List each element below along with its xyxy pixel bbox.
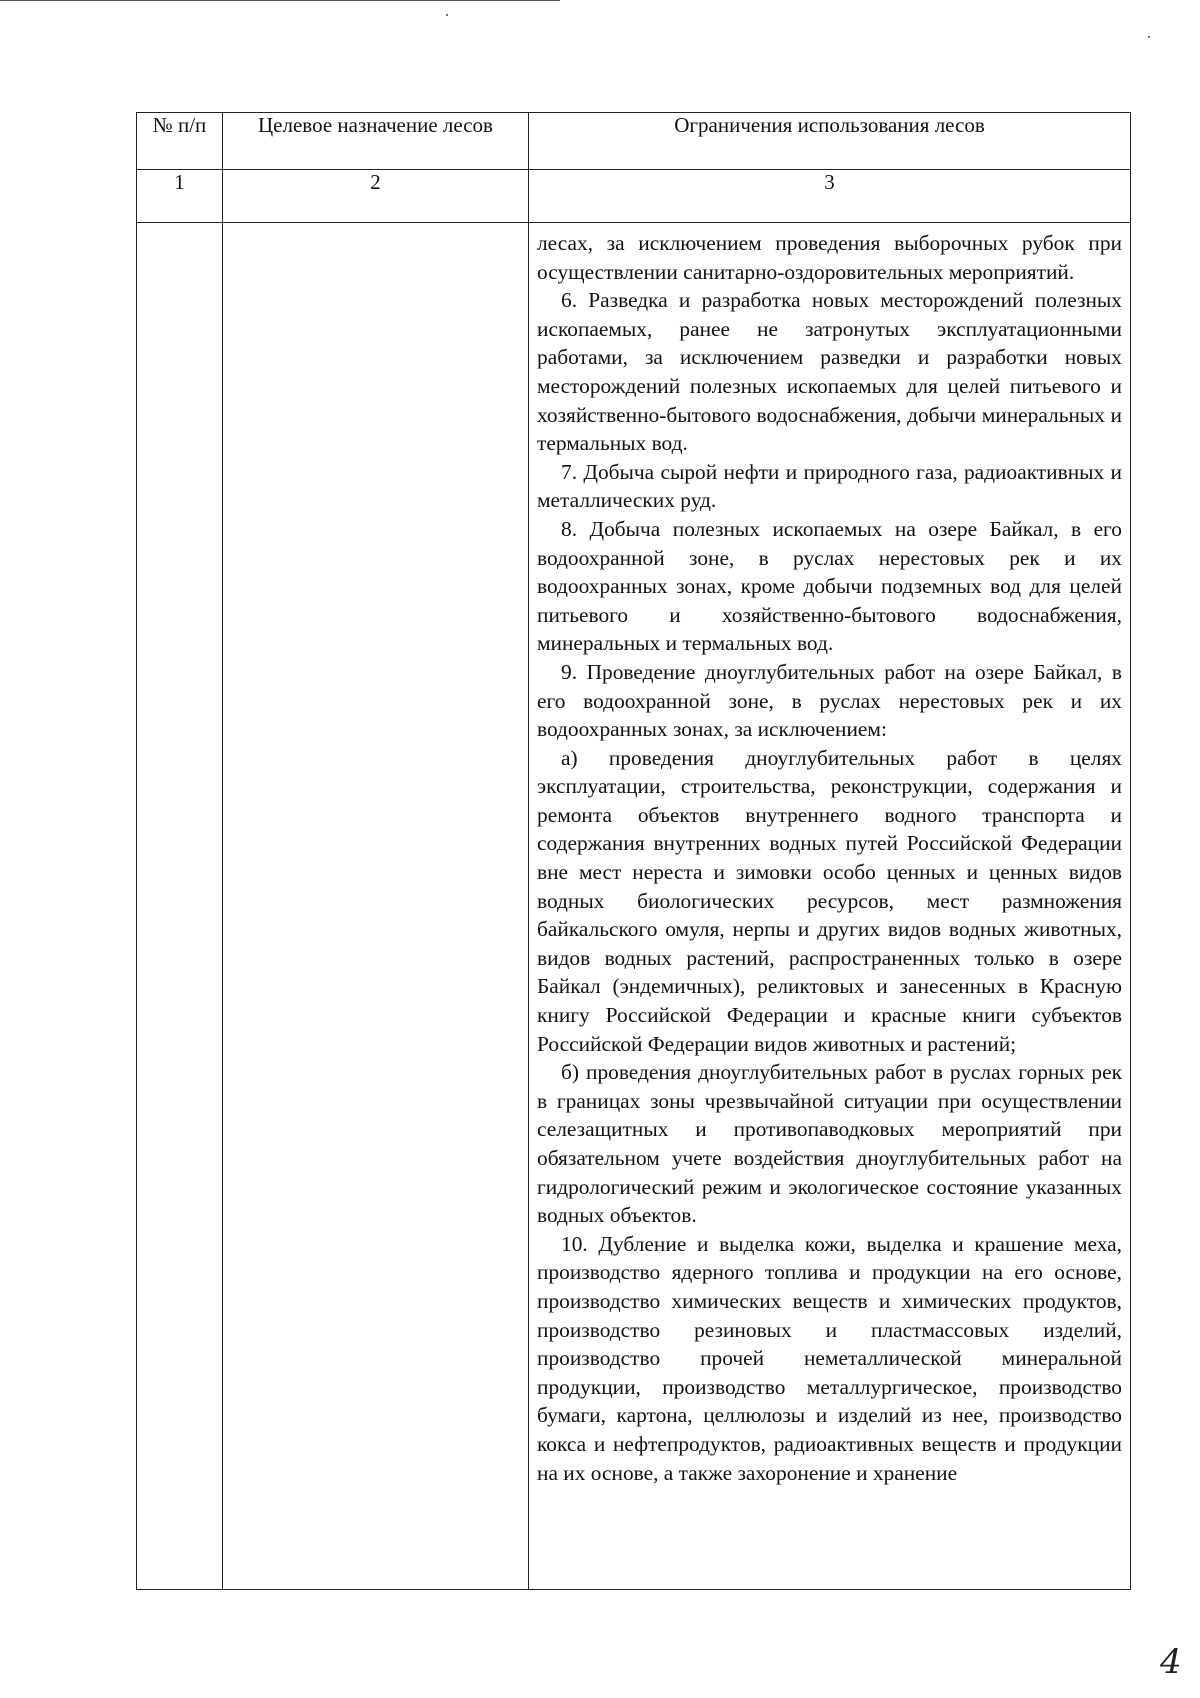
column-number-1: 1 [137,170,223,223]
cell-restrictions [529,223,1131,1590]
paragraph-item-9: 9. Проведение дноуглубительных работ на озере Байкал, в его водоохранной зоне, в руслах нерестовых рек и их водоохранных зонах, за исключением: [537,659,1122,742]
header-number: № п/п [137,113,223,170]
paragraph-item-8: 8. Добыча полезных ископаемых на озере Байкал, в его водоохранной зоне, в руслах нерестовых рек и их водоохранных зонах, кроме добычи подземных вод для целей питьевого и хозяйственно-бытового водоснабжения, минеральных и термальных вод. [537,516,1122,656]
paragraph-continuation: лесах, за исключением проведения выборочных рубок при осуществлении санитарно-оздоровительных мероприятий. [537,231,1122,284]
document-page [136,112,1130,1590]
paragraph-item-6: 6. Разведка и разработка новых месторождений полезных ископаемых, ранее не затронутых эксплуатационными работами, за исключением разведки и разработки новых месторождений полезных ископаемых для целей питьевого и хозяйственно-бытового водоснабжения, добычи минеральных и термальных вод. [537,288,1122,456]
paragraph-item-10: 10. Дубление и выделка кожи, выделка и крашение меха, производство ядерного топлива и продукции на его основе, производство химических веществ и химических продуктов, производство резиновых и пластмассовых изделий, производство прочей неметаллической минеральной продукции, производство металлургическое, производство бумаги, картона, целлюлозы и изделий из нее, производство кокса и нефтепродуктов, радиоактивных веществ и продукции на их основе, а также захоронение и хранение [537,1231,1122,1485]
scan-speck [1148,36,1150,38]
scan-speck [446,14,448,16]
header-restrictions: Ограничения использования лесов [529,113,1131,170]
restrictions-text [529,223,1130,1487]
column-number-2: 2 [223,170,529,223]
table-row [137,223,1131,1590]
cell-purpose [223,223,529,1590]
column-number-row [137,170,1131,223]
header-row [137,113,1131,170]
column-number-3: 3 [529,170,1131,223]
paragraph-item-7: 7. Добыча сырой нефти и природного газа, радиоактивных и металлических руд. [537,459,1122,513]
header-purpose: Целевое назначение лесов [223,113,529,170]
paragraph-item-9a: а) проведения дноуглубительных работ в целях эксплуатации, строительства, реконструкции, содержания и ремонта объектов внутреннего водного транспорта и содержания внутренних водных путей Российской Федерации вне мест нереста и зимовки особо ценных и ценных видов водных биологических ресурсов, мест размножения байкальского омуля, нерпы и других видов водных животных, видов водных растений, распространенных только в озере Байкал (эндемичных), реликтовых и занесенных в Красную книгу Российской Федерации и красные книги субъектов Российской Федерации видов животных и растений; [537,745,1122,1056]
cell-number [137,223,223,1590]
page-number: 4 [1160,1642,1182,1682]
forest-restrictions-table [136,112,1131,1590]
scan-edge-line [0,0,560,1]
paragraph-item-9b: б) проведения дноуглубительных работ в руслах горных рек в границах зоны чрезвычайной ситуации при осуществлении селезащитных и противопаводковых мероприятий при обязательном учете воздействия дноуглубительных работ на гидрологический режим и экологическое состояние указанных водных объектов. [537,1060,1122,1228]
